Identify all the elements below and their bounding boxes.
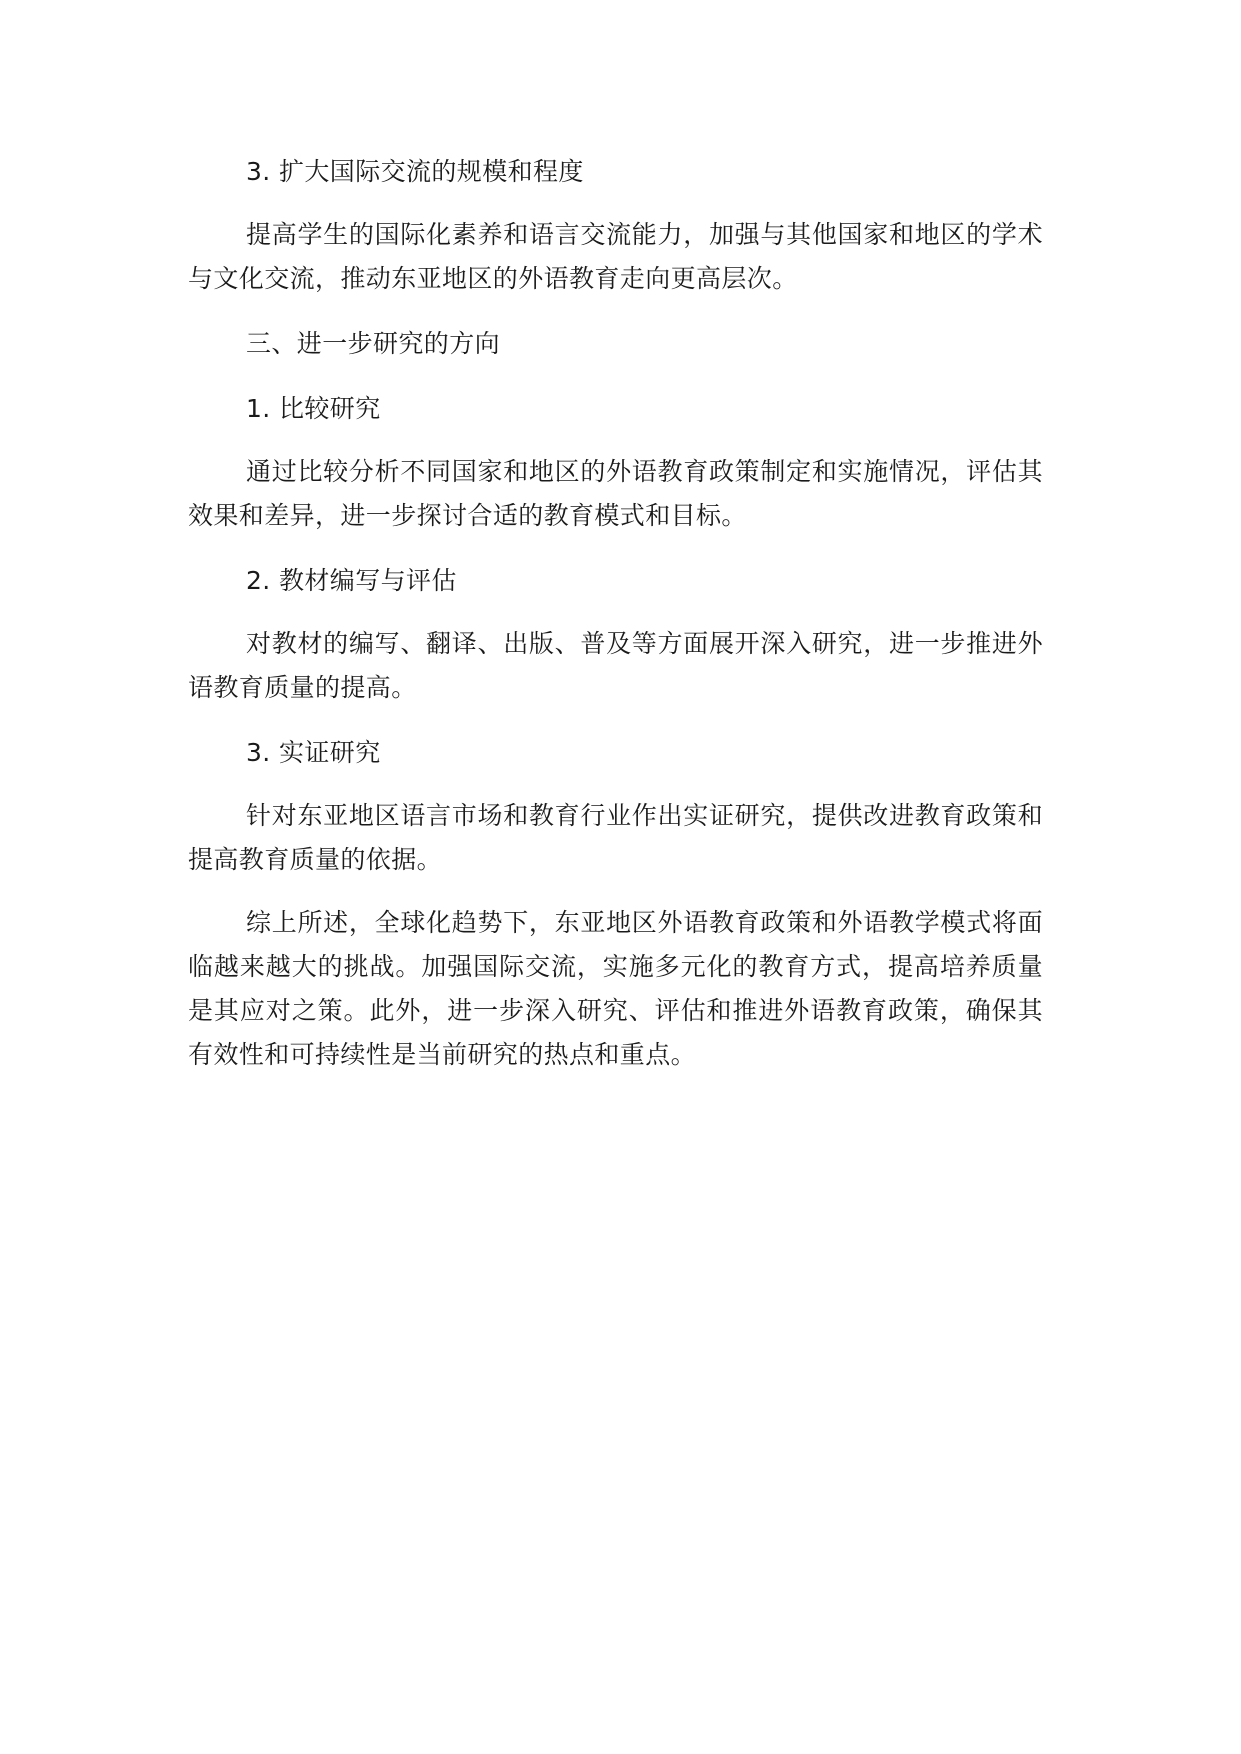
paragraph-empirical-research: 针对东亚地区语言市场和教育行业作出实证研究，提供改进教育政策和提高教育质量的依据。 — [188, 801, 1043, 874]
paragraph-comparative-research: 通过比较分析不同国家和地区的外语教育政策制定和实施情况，评估其效果和差异，进一步探讨合适的教育模式和目标。 — [188, 457, 1043, 530]
section-heading-3-international-exchange: 3. 扩大国际交流的规模和程度 — [246, 157, 584, 186]
paragraph-textbook: 对教材的编写、翻译、出版、普及等方面展开深入研究，进一步推进外语教育质量的提高。 — [188, 629, 1043, 702]
paragraph-conclusion: 综上所述，全球化趋势下，东亚地区外语教育政策和外语教学模式将面临越来越大的挑战。加强国际交流，实施多元化的教育方式，提高培养质量是其应对之策。此外，进一步深入研究、评估和推进外语教育政策，确保其有效性和可持续性是当前研究的热点和重点。 — [188, 908, 1043, 1069]
document-body — [188, 150, 1043, 1077]
section-heading-further-research: 三、进一步研究的方向 — [246, 329, 501, 358]
section-heading-1-comparative-research: 1. 比较研究 — [246, 394, 381, 423]
section-heading-2-textbook: 2. 教材编写与评估 — [246, 566, 457, 595]
paragraph-international-exchange: 提高学生的国际化素养和语言交流能力，加强与其他国家和地区的学术与文化交流，推动东亚地区的外语教育走向更高层次。 — [188, 220, 1043, 293]
section-heading-3-empirical-research: 3. 实证研究 — [246, 738, 381, 767]
